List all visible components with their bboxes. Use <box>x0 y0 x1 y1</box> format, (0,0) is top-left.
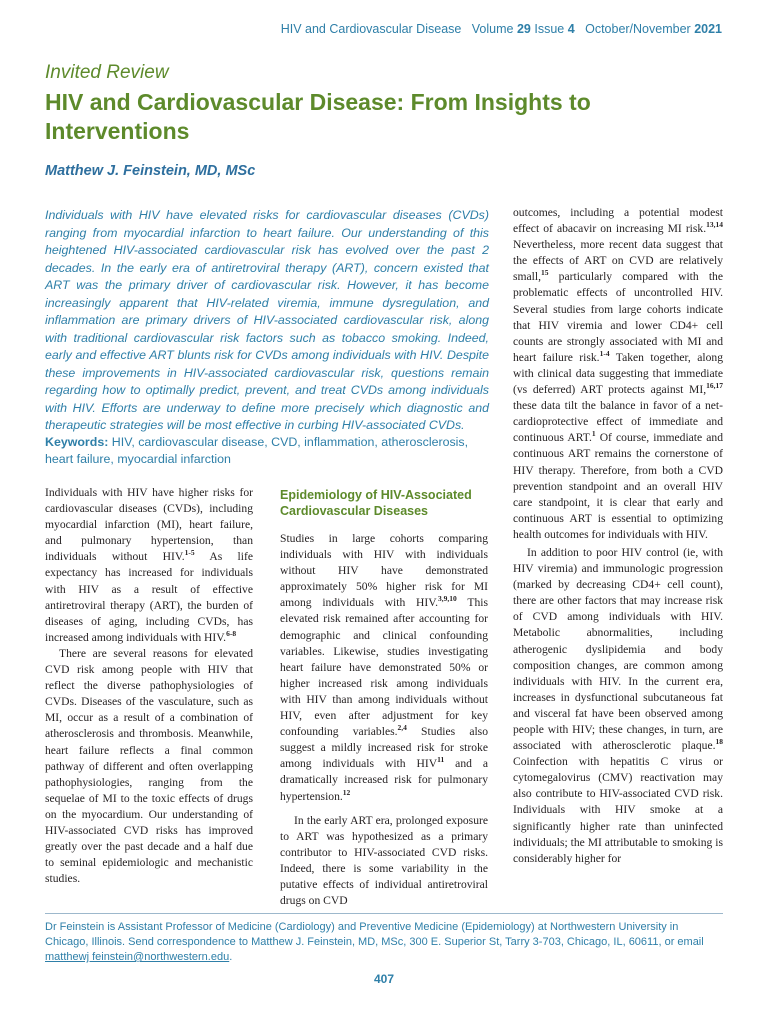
art-text-1: outcomes, including a potential modest effect of abacavir on increasing MI risk. <box>513 206 723 236</box>
citation: 18 <box>715 737 723 747</box>
journal-name: HIV and Cardiovascular Disease <box>280 22 462 36</box>
issue-year: 2021 <box>694 22 722 36</box>
citation: 1 <box>591 429 596 439</box>
paragraph-epidemiology <box>280 531 488 805</box>
author-footnote <box>45 920 723 965</box>
epi-text-3: Studies also suggest a mildly increased risk for stroke among individuals with HIV <box>280 725 488 771</box>
paragraph-pathophysiology: There are several reasons for elevated CVD risk among people with HIV that reflect the diverse pathophysiologies of CVDs. Diseases of the vasculature, such as MI, occur as a result of a combination of atherosclerosis and thrombosis. Meanwhile, heart failure reflects a final common pathway of different and often overlapping pathophysiologies, ranging from the sequelae of MI to the toxic effects of drugs on the myocardium. Our understanding of HIV-associated CVD risks has improved greatly over the past decade and a half due to seminal epidemiologic and mechanistic studies. <box>45 646 253 886</box>
section-heading: Epidemiology of HIV-Associated Cardiovascular Diseases <box>280 488 472 518</box>
footnote-text: Dr Feinstein is Assistant Professor of Medicine (Cardiology) and Preventive Medicine (Epidemiology) at Northwestern University in Chicago, Illinois. Send correspondence to Matthew J. Feinstein, MD, MSc, 300 E. Superior St, Tarry 3-703, Chicago, IL, 60611, or email <box>45 921 704 948</box>
art-text-4: Taken together, along with clinical data suggesting that immediate (vs deferred) ART protects against MI, <box>513 350 723 397</box>
citation: 15 <box>541 268 549 278</box>
abstract: Individuals with HIV have elevated risks for cardiovascular diseases (CVDs) ranging from myocardial infarction to heart failure. Our understanding of this heightened HIV-associated cardiovascular risk has evolved over the past 2 decades. In the early era of antiretroviral therapy (ART), concern existed that ART was the primary driver of cardiovascular risk. However, it has become increasingly apparent that HIV-related viremia, immune dysregulation, and inflammation are primary drivers of HIV-associated cardiovascular risk, along with traditional cardiovascular risk factors such as tobacco smoking. Indeed, early and effective ART blunts risk for CVDs among individuals with HIV. Despite these improvements in HIV-associated cardiovascular risk, questions remain regarding how to optimally predict, prevent, and treat CVDs among individuals with HIV. Efforts are underway to define more precisely which diagnostic and therapeutic strategies will be most effective in curbing HIV-associated CVDs. <box>45 208 489 432</box>
citation: 13,14 <box>706 220 723 230</box>
volume-number: 29 <box>516 22 531 36</box>
citation: 12 <box>342 787 351 797</box>
citation: 2,4 <box>397 723 407 733</box>
epi-text-1: Studies in large cohorts comparing individuals with HIV with individuals without HIV have demonstrated approximately 50% higher risk for MI among individuals with HIV. <box>280 532 488 610</box>
keywords-list: HIV, cardiovascular disease, CVD, inflammation, atherosclerosis, heart failure, myocardial infarction <box>45 435 469 466</box>
body-column-1 <box>45 485 253 887</box>
issue-date: October/November <box>585 22 691 36</box>
art-text-5: these data tilt the balance in favor of a net-cardioprotective effect of immediate and continuous ART. <box>513 399 723 445</box>
epi-text-4: and a dramatically increased risk for pulmonary hypertension. <box>280 757 489 803</box>
citation: 6-8 <box>226 628 237 638</box>
citation: 1-5 <box>184 548 195 558</box>
footnote-divider <box>45 913 723 914</box>
art-text-6: Of course, immediate and continuous ART remains the cornerstone of HIV therapy. Therefore, from both a CVD prevention standpoint and an overall HIV care standpoint, it is clear that early and continuous ART is essential to optimizing health outcomes for individuals with HIV. <box>513 431 723 541</box>
keywords-label: Keywords: <box>45 435 109 449</box>
citation: 11 <box>437 755 445 765</box>
factors-text-1: In addition to poor HIV control (ie, with HIV viremia) and immunologic progression (marked by decreasing CD4+ cell count), there are other factors that may increase risk of CVD among individuals with HIV. Metabolic abnormalities, including atherogenic dyslipidemia and body composition changes, are common among individuals with HIV. In the current era, increases in dysfunctional subcutaneous fat and visceral fat have been observed among people with HIV; these changes, in turn, are associated with atherosclerotic plaque. <box>513 545 723 753</box>
issue-label: Issue <box>534 22 565 36</box>
running-head <box>281 22 722 36</box>
paragraph-intro <box>45 485 253 646</box>
volume-label: Volume <box>471 22 514 36</box>
page-number: 407 <box>373 972 395 986</box>
paragraph-art-effects <box>513 205 723 543</box>
body-column-3 <box>513 205 723 867</box>
factors-text-2: Coinfection with hepatitis C virus or cytomegalovirus (CMV) reactivation may also contribute to HIV-associated CVD risk. Individuals with HIV smoke at a significantly higher rate than uninfected individuals; the MI attributable to smoking is considerably higher for <box>513 755 723 865</box>
body-column-2 <box>280 487 488 909</box>
author-byline: Matthew J. Feinstein, MD, MSc <box>45 163 256 179</box>
paragraph-other-factors <box>513 545 723 867</box>
citation: 1-4 <box>599 348 610 358</box>
email-link[interactable]: matthewj feinstein@northwestern.edu <box>45 951 230 963</box>
citation: 16,17 <box>706 381 723 391</box>
intro-text-2: As life expectancy has increased for individuals with HIV as a result of effective antiretroviral therapy (ART), the burden of diseases of aging, including CVDs, has increased among individuals with HIV. <box>45 550 253 644</box>
epi-text-2: This elevated risk remained after accounting for demographic and clinical confounding variables. Likewise, studies investigating heart failure have demonstrated 50% or higher increased risk among individuals with HIV than among individuals without HIV, even after adjustment for key confounding variables. <box>280 596 488 739</box>
article-title: HIV and Cardiovascular Disease: From Insights to Interventions <box>45 89 591 144</box>
art-text-2: Nevertheless, more recent data suggest that the effects of ART on CVD are relatively small, <box>513 238 723 284</box>
keywords <box>45 434 489 468</box>
article-type: Invited Review <box>45 62 169 83</box>
art-text-3: particularly compared with the problematic effects of uncontrolled HIV. Several studies from large cohorts indicate that HIV viremia and lower CD4+ cell counts are strongly associated with MI and heart failure risk. <box>513 270 723 364</box>
intro-text-1: Individuals with HIV have higher risks for cardiovascular diseases (CVDs), including myocardial infarction (MI), heart failure, and pulmonary hypertension, than individuals without HIV. <box>45 486 253 564</box>
footnote-end: . <box>229 951 233 963</box>
issue-number: 4 <box>567 22 575 36</box>
citation: 3,9,10 <box>438 594 457 604</box>
paragraph-art-era: In the early ART era, prolonged exposure to ART was hypothesized as a primary contributor to HIV-associated CVD risks. Indeed, there is some variability in the putative effects of individual antiretroviral drugs on CVD <box>280 813 488 908</box>
